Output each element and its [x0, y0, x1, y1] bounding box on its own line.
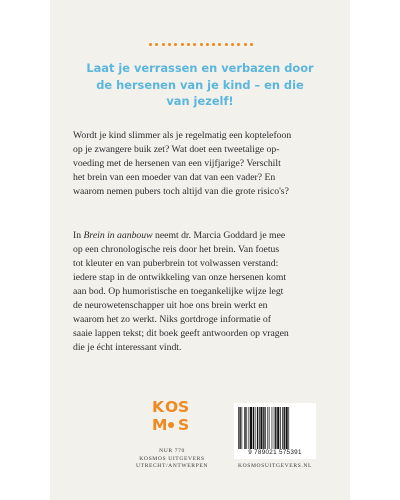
- barcode-bar: [259, 407, 260, 449]
- paragraph-line: de neurowetenschapper uit hoe ons brein werkt en: [73, 300, 268, 311]
- paragraph-line: waarom het zo werkt. Niks gortdroge informatie of: [73, 314, 271, 325]
- paragraph-line: saaie lappen tekst; dit boek geeft antwoorden op vragen: [73, 328, 289, 339]
- book-title: Brein in aanbouw: [83, 230, 153, 241]
- paragraph-line: Wordt je kind slimmer als je regelmatig een koptelefoon: [73, 130, 292, 141]
- divider-dot: [193, 43, 196, 46]
- headline-line: de hersenen van je kind – en die: [96, 77, 304, 92]
- logo-letter: O: [165, 398, 180, 416]
- paragraph-line: op je zwangere buik zet? Wat doet een tweetalige op-: [73, 144, 280, 155]
- publisher-website: KOSMOSUITGEVERS.NL: [237, 463, 313, 469]
- divider-dot: [162, 43, 165, 46]
- barcode-bar: [282, 407, 283, 449]
- barcode-bar: [257, 407, 258, 449]
- logo-letter: M: [152, 416, 169, 434]
- divider-dot: [244, 43, 247, 46]
- publisher-location: UTRECHT/ANTWERPEN: [135, 463, 209, 469]
- barcode-bar: [238, 407, 239, 449]
- logo-letter: S: [178, 398, 191, 416]
- barcode-bar: [244, 407, 245, 449]
- divider-dot: [181, 43, 184, 46]
- divider-dot: [187, 43, 190, 46]
- paragraph-line: voeding met de hersenen van een vijfjarige? Verschilt: [73, 158, 281, 169]
- paragraph-line: aan bod. Op humoristische en toegankelijke wijze legt: [73, 286, 284, 297]
- barcode-bar: [242, 407, 243, 449]
- divider-dot: [155, 43, 158, 46]
- barcode-bar: [250, 407, 252, 449]
- barcode-bar: [260, 407, 262, 449]
- headline-line: van jezelf!: [166, 94, 234, 108]
- paragraph-line: het brein van een moeder van dat van een vader? En: [73, 172, 276, 183]
- paragraph-line: die je écht interessant vindt.: [73, 342, 182, 353]
- divider-dot: [149, 43, 152, 46]
- divider-dot: [225, 43, 228, 46]
- paragraph-line: iedere stap in de ontwikkeling van onze hersenen komt: [73, 272, 287, 283]
- headline: [74, 60, 326, 110]
- barcode-bar: [275, 407, 276, 449]
- barcode-bar: [265, 407, 266, 449]
- paragraph-line: op een chronologische reis door het brein. Van foetus: [73, 244, 280, 255]
- barcode-bar: [274, 407, 275, 449]
- barcode-bar: [269, 407, 270, 449]
- logo-letter: K: [152, 398, 166, 416]
- kosmos-logo: [152, 398, 192, 436]
- barcode-bar: [286, 407, 288, 449]
- divider-dot: [200, 43, 203, 46]
- barcode-bar: [253, 407, 254, 449]
- divider-dot: [206, 43, 209, 46]
- paragraph-line-rest: neemt dr. Marcia Goddard je mee: [152, 230, 286, 241]
- paragraph-intro-word: In: [73, 230, 84, 241]
- barcode-bar: [246, 407, 247, 449]
- divider-dot: [168, 43, 171, 46]
- logo-row-bottom: [152, 416, 192, 434]
- divider-dot: [237, 43, 240, 46]
- divider-dot: [218, 43, 221, 46]
- paragraph-intro: [73, 129, 329, 199]
- barcode-bar: [277, 407, 279, 449]
- orange-dot-divider: [149, 42, 253, 46]
- book-back-cover: [50, 0, 350, 500]
- nur-code: NUR 770: [159, 448, 185, 454]
- barcode-bar: [267, 407, 268, 449]
- barcode-bar: [255, 407, 256, 449]
- barcode-icon: [237, 407, 313, 449]
- paragraph-description: [73, 229, 329, 355]
- divider-dot: [231, 43, 234, 46]
- barcode-bar: [249, 407, 250, 449]
- paragraph-line: [73, 229, 329, 243]
- divider-dot: [212, 43, 215, 46]
- headline-line: Laat je verrassen en verbazen door: [86, 61, 314, 75]
- barcode-bar: [284, 407, 285, 449]
- divider-dot: [174, 43, 177, 46]
- logo-row-top: [152, 398, 192, 416]
- barcode-bar: [288, 407, 289, 449]
- isbn-number: 9 789021 575391: [248, 449, 302, 456]
- divider-dot: [250, 43, 253, 46]
- publisher-name: KOSMOS UITGEVERS: [139, 455, 205, 462]
- paragraph-line: waarom nemen pubers toch altijd van die grote risico's?: [73, 186, 289, 197]
- isbn-barcode: [234, 403, 316, 459]
- barcode-bar: [239, 407, 240, 449]
- publisher-info: [134, 448, 210, 471]
- logo-dot-icon: [165, 416, 177, 434]
- paragraph-line: tot kleuter en van puberbrein tot volwassen verstand:: [73, 258, 279, 269]
- logo-letter: S: [178, 416, 191, 434]
- barcode-bar: [263, 407, 264, 449]
- barcode-bar: [280, 407, 281, 449]
- barcode-bar: [272, 407, 273, 449]
